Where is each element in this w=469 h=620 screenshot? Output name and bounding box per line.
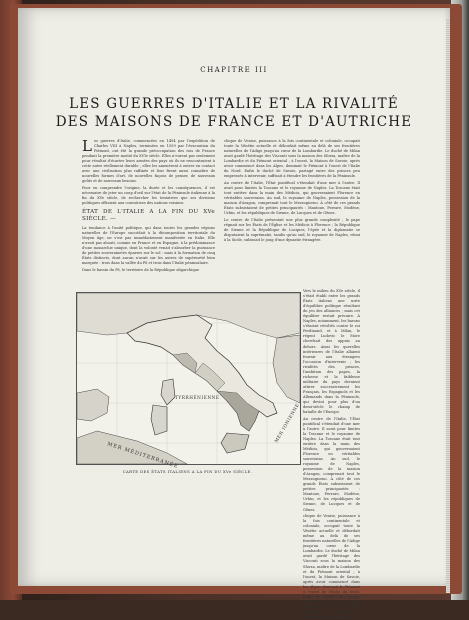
- book-page: [18, 8, 450, 619]
- map-illustration: [77, 293, 302, 470]
- paragraph: Pour en comprendre l'origine, la durée et les conséquences, il est nécessaire de jeter un coup d'œil sur l'état de la Péninsule italienne à la fin du XVe siècle, de rechercher les tentatives que ses divisions politiques offraient aux convoitises des nations voisines.: [82, 185, 215, 206]
- paragraph: La tendance à l'unité politique, qui dans toutes les grandes régions naturelles de l'Europe succédait à la décomposition territoriale du Moyen âge, ne s'est pas immédiatement manifestée en Italie. Elle n'avait pas abouti, comme en France et en Espagne, à la prédominance d'une monarchie unique, dont la volonté venait s'absorber la puissance de petites souverainetés éparses sur le sol : mais à la formation de cinq États distincts, dont aucun n'avait sur les autres de supériorité bien marquée : trois dans la vallée du Pô et trois dans l'Italie péninsulaire.: [82, 226, 215, 266]
- sea-label-ionian: MER IONIENNE: [274, 402, 302, 444]
- paragraph: Les guerres d'Italie, commencées en 1494 par l'expédition de Charles VIII à Naples, terminées en 1559 par l'évacuation du Piémont, ont été la grande préoccupation des rois de France pendant la première moitié du XVIe siècle. Elles n'eurent pas seulement pour résultat d'écarter leurs armées des pays où ils ne rencontraient à cette autre réellement durable ; elles les amenèrent à entrer en contact avec une civilisation plus raffinée et leur firent aussi connaître de nouvelles formes d'art, de nouvelles façons de penser, de nouveaux goûts et de nouveaux besoins.: [82, 137, 215, 184]
- map-italy: [76, 292, 302, 470]
- left-text-column: [82, 139, 215, 289]
- paragraph: Au centre de l'Italie, l'État pontifical s'étendait d'une mer à l'autre. Il avait pour limites la Toscane et le royaume de Naples. La Toscane était tout entière dans la main des Médicis, qui gouvernaient Florence en véritables souverains. Au sud, le royaume de Naples, possession de la maison d'Aragon, comprenait tout le Mezzogiorno. À côté de ces grands États subsistaient de petites principautés : Mantoue, Ferrare, Modène, Urbin, et les républiques de Sienne, de Lucques et de Gênes.: [224, 180, 360, 216]
- paragraph: Dans le bassin du Pô, le territoire de la République oligarchique: [82, 267, 200, 272]
- paragraph: chique de Venise, puissance à la fois continentale et coloniale, occupait toute la Vénétie actuelle et débordait même au delà de ses frontières naturelles de l'Adige jusqu'au cœur de la Lombardie. Le duché de Milan avait gardé l'héritage des Visconti sous la maison des Sforza, maître de la Lombardie et du Piémont oriental ; à l'ouest, la Maison de Savoie, après avoir commencé dans les Alpes, dominait le Piémont à l'ouest de l'Italie du Nord. Enfin le duché de Savoie, partagé entre des princes peu empressés à intervenir, suffisait à étendre les frontières de la Péninsule.: [303, 514, 360, 619]
- chapter-title-line2: DES MAISONS DE FRANCE ET D'AUTRICHE: [55, 114, 413, 130]
- map-caption: CARTE DES ÉTATS ITALIENS A LA FIN DU XVe SIÈCLE.: [122, 469, 253, 474]
- dropcap: L: [82, 137, 92, 155]
- paragraph: Le centre de l'Italie présentait une plus grande complexité ; le pape régnait sur les États de l'Église et les Médicis à Florence ; la République de Sienne et la République de Lucques, l'épée et la diplomatie se disputaient la suprématie, tandis qu'au sud, le royaume de Naples, réuni à la Sicile, subissait le joug d'une dynastie étrangère.: [224, 217, 360, 242]
- chapter-title-line1: LES GUERRES D'ITALIE ET LA RIVALITÉ: [69, 96, 399, 112]
- right-text-column-top: [224, 139, 360, 289]
- sea-label-tyrrhenian: TYRRHÉNIENNE: [175, 395, 220, 400]
- paragraph: Au centre de l'Italie, l'État pontifical s'étendait d'une mer à l'autre. Il avait pour limites la Toscane et le royaume de Naples. La Toscane était tout entière dans la main des Médicis, qui gouvernaient Florence en véritables souverains. Au sud, le royaume de Naples, possession de la maison d'Aragon, comprenait tout le Mezzogiorno. À côté de ces grands États subsistaient de petites principautés : Mantoue, Ferrare, Modène, Urbin, et les républiques de Sienne, de Lucques et de Gênes.: [303, 416, 360, 512]
- section-heading: ÉTAT DE L'ITALIE A LA FIN DU XVe SIÈCLE. —: [82, 209, 215, 223]
- paragraph: Vers le milieu du XVe siècle, il s'était établi entre les grands États italiens une sorte d'équilibre politique résultant du jeu des alliances ; mais cet équilibre restait précaire. À Naples, notamment, les barons s'étaient révoltés contre le roi Ferdinand, et à Milan, le régent Ludovic le More cherchait des appuis au dehors. Ainsi les querelles intérieures de l'Italie allaient fournir aux étrangers l'occasion d'intervenir ; les rivalités des princes, l'ambition des papes, la richesse et la faiblesse militaire du pays devaient attirer successivement les Français, les Espagnols et les Allemands dans la Péninsule, qui devint pour plus d'un demi-siècle le champ de bataille de l'Europe.: [303, 289, 360, 415]
- paragraph: chique de Venise, puissance à la fois continentale et coloniale, occupait toute la Vénétie actuelle et débordait même au delà de ses frontières naturelles de l'Adige jusqu'au cœur de la Lombardie. Le duché de Milan avait gardé l'héritage des Visconti sous la maison des Sforza, maître de la Lombardie et du Piémont oriental ; à l'ouest, la Maison de Savoie, après avoir commencé dans les Alpes, dominait le Piémont à l'ouest de l'Italie du Nord. Enfin le duché de Savoie, partagé entre des princes peu empressés à intervenir, suffisait à étendre les frontières de la Péninsule.: [224, 139, 360, 179]
- right-text-column-bottom: [303, 289, 360, 619]
- chapter-label: CHAPITRE III: [200, 66, 268, 74]
- sea-label-mediterranean: MER MÉDITERRANÉE: [106, 441, 180, 470]
